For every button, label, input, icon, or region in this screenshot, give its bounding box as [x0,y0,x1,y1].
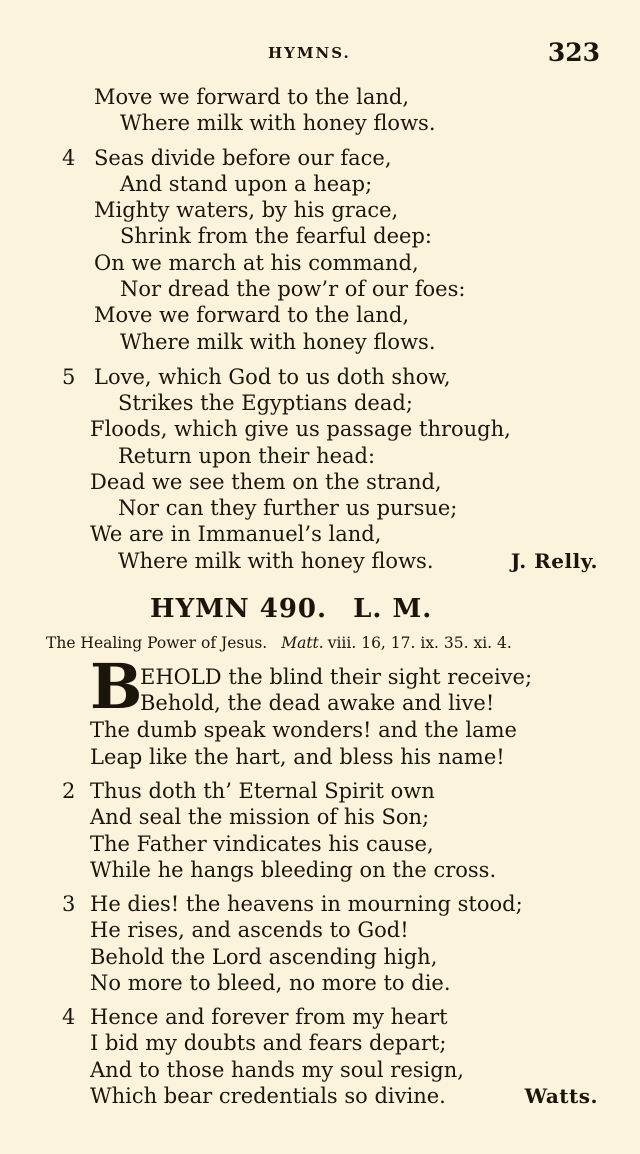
verse-line: Which bear credentials so divine. [90,1084,446,1108]
verse-line: We are in Immanuel’s land, [90,522,382,546]
hymn-meter: L. M. [353,594,433,624]
verse-line: Where milk with honey flows. [120,111,436,135]
hymn-topic: The Healing Power of Jesus. [46,634,268,652]
author-attribution: Watts. [524,1084,598,1108]
verse-line: On we march at his command, [94,251,419,275]
verse-line: And seal the mission of his Son; [90,805,430,829]
scripture-reference: viii. 16, 17. ix. 35. xi. 4. [327,634,512,652]
verse-line: Mighty waters, by his grace, [94,198,399,222]
verse-line: EHOLD the blind their sight receive; [140,665,533,689]
verse-number: 3 [62,892,76,916]
verse-line: Love, which God to us doth show, [94,365,451,389]
verse-line: While he hangs bleeding on the cross. [90,858,497,882]
verse-line: And stand upon a heap; [120,172,373,196]
hymn-title [150,594,432,624]
verse-line: Where milk with honey flows. [120,330,436,354]
verse-line: Return upon their head: [118,444,376,468]
verse-number: 4 [62,146,76,170]
verse-line: He dies! the heavens in mourning stood; [90,892,523,916]
verse-number: 5 [62,365,76,389]
verse-line: Where milk with honey flows. [118,549,434,573]
verse-line: Floods, which give us passage through, [90,417,511,441]
verse-line: Shrink from the fearful deep: [120,224,432,248]
verse-line: Leap like the hart, and bless his name! [90,745,505,769]
verse-line: Nor can they further us pursue; [118,496,458,520]
verse-line: Move we forward to the land, [94,85,409,109]
verse-line: Move we forward to the land, [94,303,409,327]
verse-line: Dead we see them on the strand, [90,470,442,494]
verse-line: Nor dread the pow’r of our foes: [120,277,466,301]
verse-line: Seas divide before our face, [94,146,392,170]
hymn-number: HYMN 490. [150,594,328,624]
scripture-book: Matt. [281,634,324,652]
verse-number: 2 [62,779,76,803]
running-head: HYMNS. [268,44,351,62]
verse-line: And to those hands my soul resign, [90,1058,464,1082]
verse-line: Behold the Lord ascending high, [90,945,438,969]
verse-line: Hence and forever from my heart [90,1005,448,1029]
verse-line: Behold, the dead awake and live! [140,691,495,715]
drop-cap: B [90,650,143,723]
verse-line: Thus doth th’ Eternal Spirit own [90,779,435,803]
page-number: 323 [547,38,600,67]
author-attribution: J. Relly. [510,549,598,573]
verse-line: The Father vindicates his cause, [90,832,434,856]
verse-line: He rises, and ascends to God! [90,918,409,942]
verse-line: No more to bleed, no more to die. [90,971,451,995]
verse-number: 4 [62,1005,76,1029]
verse-line: I bid my doubts and fears depart; [90,1031,447,1055]
verse-line: Strikes the Egyptians dead; [118,391,413,415]
verse-line: The dumb speak wonders! and the lame [90,718,517,742]
